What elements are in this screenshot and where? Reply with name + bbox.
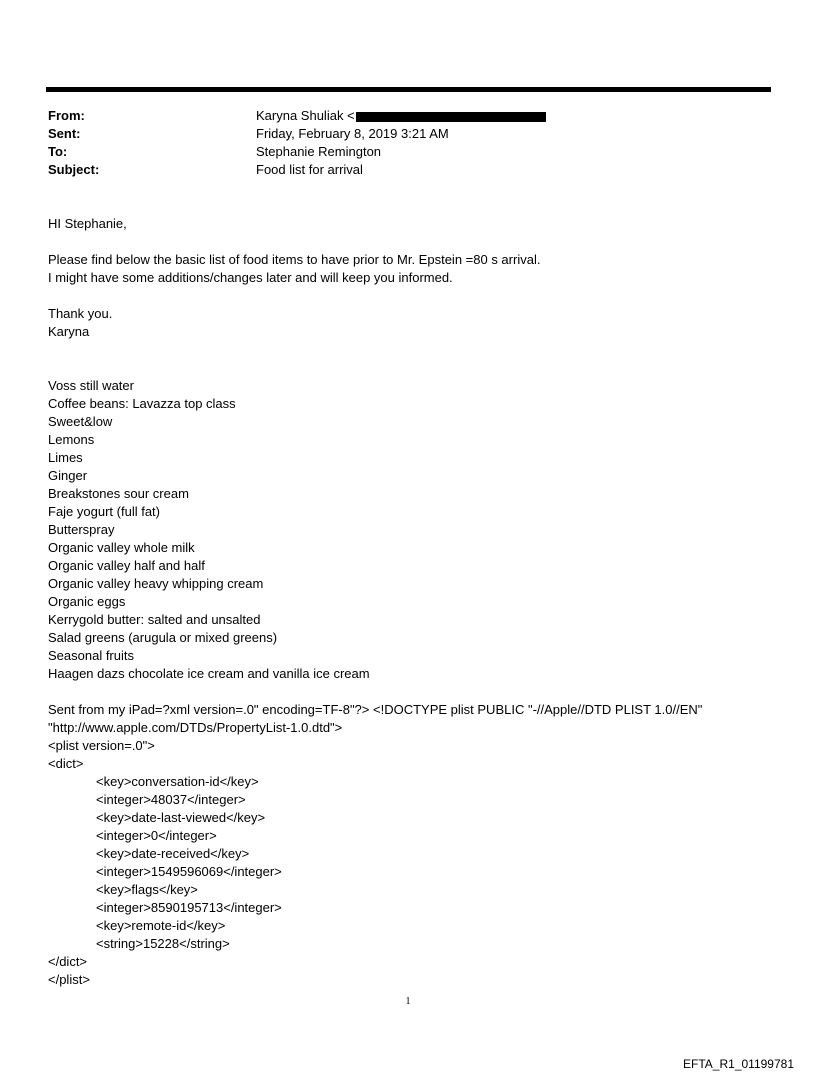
list-item: Ginger [48, 468, 88, 483]
list-item: Salad greens (arugula or mixed greens) [48, 630, 278, 645]
sent-label: Sent: [48, 126, 81, 141]
page-number: 1 [405, 996, 411, 1007]
subject-value: Food list for arrival [256, 162, 363, 177]
to-label: To: [48, 144, 68, 159]
subject-label: Subject: [48, 162, 100, 177]
xml-line: <dict> [48, 756, 84, 771]
xml-line: <string>15228</string> [96, 936, 230, 951]
sent-value: Friday, February 8, 2019 3:21 AM [256, 126, 449, 141]
email-body [48, 215, 788, 989]
xml-line: <integer>1549596069</integer> [96, 864, 282, 879]
xml-line: </dict> [48, 954, 88, 969]
subject-row [48, 161, 748, 179]
to-row [48, 143, 748, 161]
list-item: Haagen dazs chocolate ice cream and vanilla ice cream [48, 666, 370, 681]
list-item: Seasonal fruits [48, 648, 134, 663]
sent-row [48, 125, 748, 143]
list-item: Faje yogurt (full fat) [48, 504, 160, 519]
xml-line: <key>conversation-id</key> [96, 774, 259, 789]
list-item: Organic valley heavy whipping cream [48, 576, 264, 591]
list-item: Organic valley whole milk [48, 540, 195, 555]
list-item: Voss still water [48, 378, 134, 393]
greeting: HI Stephanie, [48, 216, 127, 231]
signature: Karyna [48, 324, 90, 339]
list-item: Limes [48, 450, 83, 465]
document-id: EFTA_R1_01199781 [683, 1057, 794, 1071]
food-list [48, 377, 788, 683]
redaction-bar [356, 112, 546, 122]
xml-line: </plist> [48, 972, 90, 987]
list-item: Organic eggs [48, 594, 126, 609]
to-value: Stephanie Remington [256, 144, 382, 159]
xml-line: <integer>48037</integer> [96, 792, 246, 807]
list-item: Organic valley half and half [48, 558, 205, 573]
xml-line: <integer>8590195713</integer> [96, 900, 282, 915]
list-item: Lemons [48, 432, 95, 447]
xml-line: <key>remote-id</key> [96, 918, 226, 933]
header-rule [46, 87, 771, 92]
xml-line: "http://www.apple.com/DTDs/PropertyList-1.0.dtd"> [48, 720, 343, 735]
xml-line: <integer>0</integer> [96, 828, 217, 843]
xml-line: <key>date-last-viewed</key> [96, 810, 266, 825]
list-item: Coffee beans: Lavazza top class [48, 396, 236, 411]
xml-line: Sent from my iPad=?xml version=.0" encoding=TF-8"?> <!DOCTYPE plist PUBLIC "-//Apple//DTD PLIST 1.0//EN" [48, 702, 703, 717]
xml-line: <plist version=.0"> [48, 738, 155, 753]
xml-block [48, 701, 788, 989]
email-header [48, 107, 748, 179]
xml-line: <key>date-received</key> [96, 846, 250, 861]
xml-line: <key>flags</key> [96, 882, 198, 897]
list-item: Butterspray [48, 522, 115, 537]
intro-line: Please find below the basic list of food items to have prior to Mr. Epstein =80 s arrival. [48, 252, 541, 267]
list-item: Breakstones sour cream [48, 486, 189, 501]
intro-line: I might have some additions/changes later and will keep you informed. [48, 270, 453, 285]
from-label: From: [48, 108, 85, 123]
from-row [48, 107, 748, 125]
from-value: Karyna Shuliak < [256, 108, 355, 123]
closing: Thank you. [48, 306, 113, 321]
list-item: Kerrygold butter: salted and unsalted [48, 612, 261, 627]
list-item: Sweet&low [48, 414, 113, 429]
